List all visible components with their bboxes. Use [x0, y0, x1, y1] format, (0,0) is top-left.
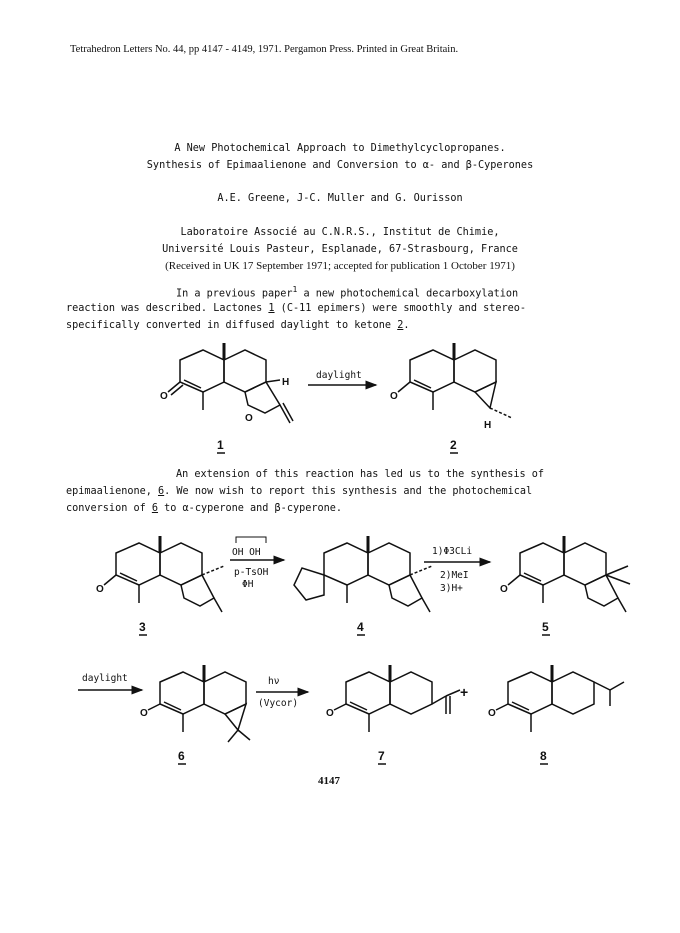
arrow4-label: daylight [82, 673, 128, 684]
structure-compound-1 [160, 343, 293, 424]
journal-header: Tetrahedron Letters No. 44, pp 4147 - 4149, 1971. Pergamon Press. Printed in Great Britain. [70, 44, 459, 55]
affiliation-line-2: Université Louis Pasteur, Esplanade, 67-Strasbourg, France [162, 244, 518, 255]
para2-line3: conversion of 6 to α-cyperone and β-cyperone. [66, 503, 343, 514]
atom-h: H [282, 377, 290, 388]
label-compound-3: 3 [139, 620, 146, 634]
para2-line2: epimaalienone, 6. We now wish to report this synthesis and the photochemical [66, 486, 533, 497]
label-compound-2: 2 [450, 438, 457, 452]
arrow5-filter: (Vycor) [258, 698, 299, 709]
page-number: 4147 [318, 775, 340, 787]
label-compound-1: 1 [217, 438, 224, 452]
para2-line1: An extension of this reaction has led us to the synthesis of [176, 469, 545, 480]
received-dates: (Received in UK 17 September 1971; accepted for publication 1 October 1971) [165, 260, 515, 272]
atom-o: O [390, 391, 398, 402]
atom-h: H [484, 420, 492, 431]
atom-o: O [140, 708, 148, 719]
arrow5-condition: hν [268, 676, 280, 687]
compound-ref: 6 [158, 486, 165, 497]
compound-ref: 2 [397, 320, 404, 331]
arrow2-solvent: ΦH [242, 579, 254, 590]
label-compound-4: 4 [357, 620, 364, 634]
label-compound-8: 8 [540, 749, 547, 763]
compound-ref: 6 [151, 503, 159, 514]
atom-o: O [160, 391, 168, 402]
structure-compound-8 [488, 665, 624, 732]
atom-o: O [500, 584, 508, 595]
label-compound-7: 7 [378, 749, 385, 763]
atom-o: O [96, 584, 104, 595]
plus-sign: + [460, 684, 469, 700]
arrow2-catalyst: p-TsOH [234, 567, 269, 578]
authors: A.E. Greene, J-C. Muller and G. Ourisson [217, 193, 463, 204]
footnote-ref: 1 [292, 285, 298, 294]
arrow1-label: daylight [316, 370, 362, 381]
para1-line1: In a previous paper$^1$ a new photochemical decarboxylation [176, 285, 519, 300]
para1-line3: specifically converted in diffused daylight to ketone 2. [66, 320, 410, 331]
atom-o: O [488, 708, 496, 719]
compound-ref: 1 [268, 303, 275, 314]
atom-o: O [245, 413, 253, 424]
affiliation-line-1: Laboratoire Associé au C.N.R.S., Institut de Chimie, [180, 227, 500, 238]
structure-compound-2 [390, 343, 512, 431]
structure-compound-3 [96, 536, 224, 612]
title-line-2: Synthesis of Epimaalienone and Conversion to α- and β-Cyperones [146, 160, 534, 171]
title-line-1: A New Photochemical Approach to Dimethylcyclopropanes. [174, 143, 506, 154]
structure-compound-4 [294, 536, 432, 612]
label-compound-5: 5 [542, 620, 549, 634]
atom-o: O [326, 708, 334, 719]
label-compound-6: 6 [178, 749, 185, 763]
para1-line2: reaction was described. Lactones 1 (C-11 epimers) were smoothly and stereo- [66, 303, 527, 314]
structure-compound-5 [500, 536, 630, 612]
arrow2-reagent: OH OH [232, 547, 261, 558]
arrow3-step3: 3)H+ [440, 583, 463, 594]
arrow3-step1: 1)Φ3CLi [432, 546, 473, 557]
arrow3-step2: 2)MeI [440, 570, 469, 581]
structure-compound-7 [326, 665, 460, 732]
structure-compound-6 [140, 665, 250, 742]
